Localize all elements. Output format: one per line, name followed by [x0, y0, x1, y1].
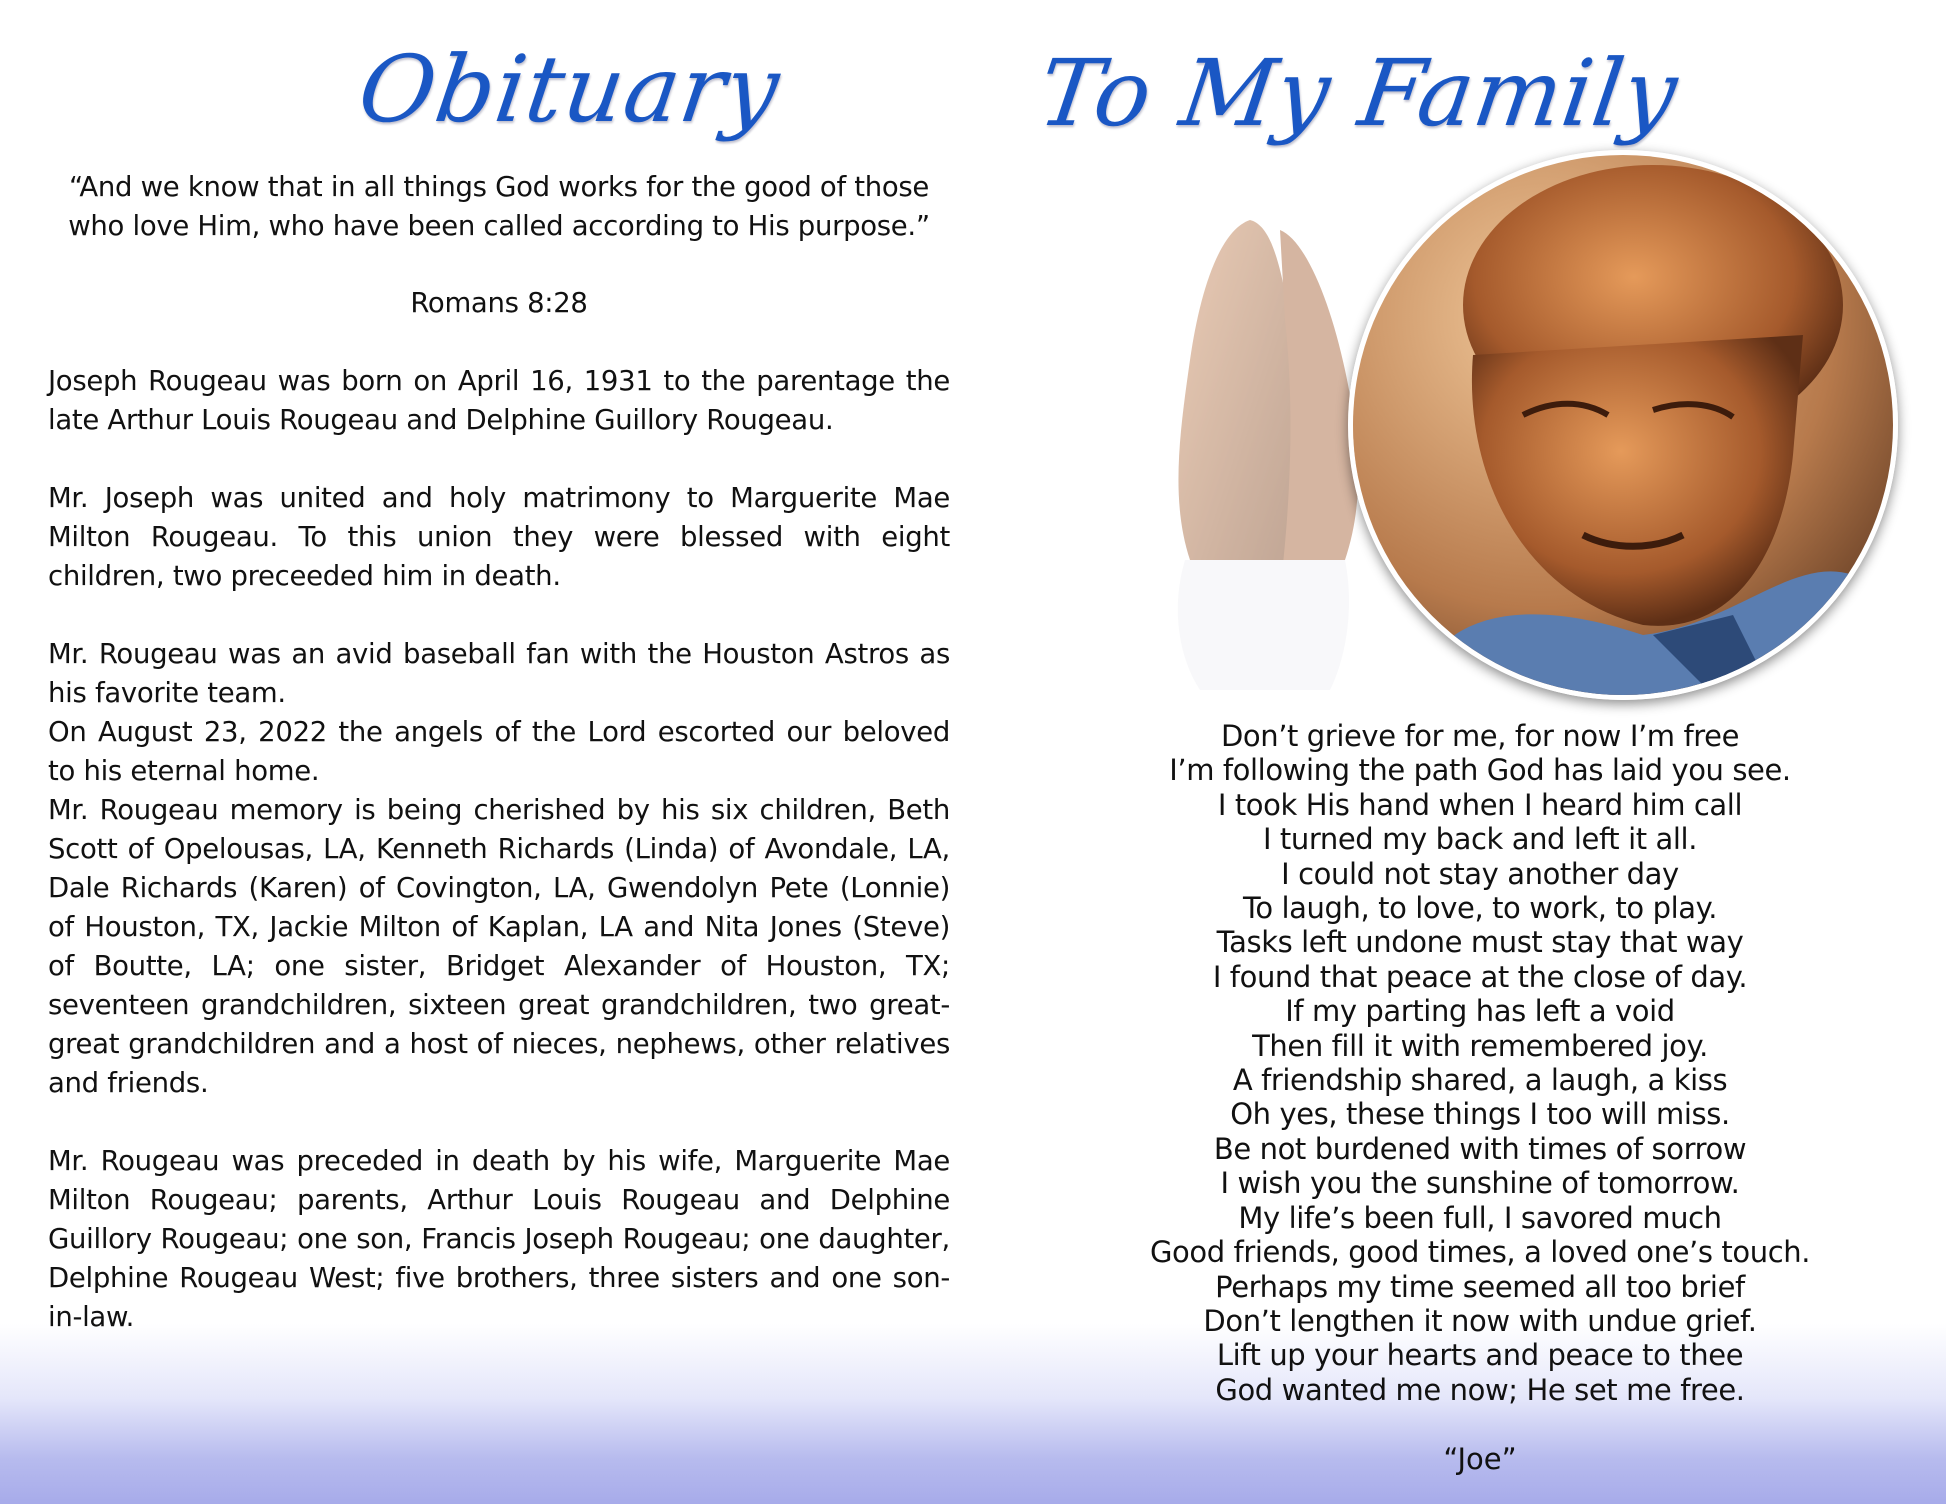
poem-line: I could not stay another day [1281, 856, 1679, 891]
poem-line: Tasks left undone must stay that way [1216, 925, 1744, 960]
poem-line: To laugh, to love, to work, to play. [1242, 891, 1718, 926]
marriage-paragraph: Mr. Joseph was united and holy matrimony to Marguerite Mae Milton Rougeau. To this union they were blessed with eight children, two preceeded him in death. [48, 482, 950, 592]
poem-line: I took His hand when I heard him call [1217, 787, 1743, 822]
scripture-reference: Romans 8:28 [410, 287, 588, 319]
survivors-paragraph: Mr. Rougeau memory is being cherished by his six children, Beth Scott of Opelousas, LA, Kenneth Richards (Linda) of Avondale, LA, Dale Richards (Karen) of Covington, LA, Gwendolyn Pete (Lonnie) of Houston, TX, Jackie Milton of Kaplan, LA and Nita Jones (Steve) of Boutte, LA; one sister, Bridget Alexander of Houston, TX; seventeen grandchildren, sixteen great grandchildren, two great-great grandchildren and a host of nieces, nephews, other relatives and friends. [48, 794, 950, 1099]
photo-area [1120, 150, 1880, 710]
poem-line: God wanted me now; He set me free. [1215, 1372, 1745, 1407]
obituary-column [48, 168, 950, 1337]
portrait-photo [1348, 150, 1898, 700]
poem-line: I’m following the path God has laid you see. [1169, 753, 1791, 788]
baseball-paragraph: Mr. Rougeau was an avid baseball fan with the Houston Astros as his favorite team. [48, 638, 950, 709]
poem-line: I found that peace at the close of day. [1212, 959, 1748, 994]
scripture-quote: “And we know that in all things God works for the good of those who love Him, who have been called according to His purpose.” [68, 171, 930, 242]
poem-line: Good friends, good times, a loved one’s touch. [1149, 1235, 1811, 1270]
poem-line: I wish you the sunshine of tomorrow. [1220, 1166, 1740, 1201]
poem [1070, 719, 1890, 1407]
passing-paragraph: On August 23, 2022 the angels of the Lord escorted our beloved to his eternal home. [48, 716, 950, 787]
obituary-title: Obituary [352, 36, 787, 143]
poem-line: Lift up your hearts and peace to thee [1216, 1338, 1744, 1373]
birth-paragraph: Joseph Rougeau was born on April 16, 1931 to the parentage the late Arthur Louis Rougeau and Delphine Guillory Rougeau. [48, 365, 950, 436]
poem-line: My life’s been full, I savored much [1238, 1200, 1722, 1235]
poem-line: Oh yes, these things I too will miss. [1230, 1097, 1730, 1132]
poem-line: A friendship shared, a laugh, a kiss [1232, 1063, 1728, 1098]
poem-line: Don’t grieve for me, for now I’m free [1220, 719, 1740, 753]
poem-line: If my parting has left a void [1285, 994, 1675, 1029]
family-title: To My Family [1032, 40, 1685, 147]
preceded-paragraph: Mr. Rougeau was preceded in death by his wife, Marguerite Mae Milton Rougeau; parents, Arthur Louis Rougeau and Delphine Guillory Rougeau; one son, Francis Joseph Rougeau; one daughter, Delphine Rougeau West; five brothers, three sisters and one son-in-law. [48, 1145, 950, 1333]
poem-line: Be not burdened with times of sorrow [1213, 1131, 1747, 1166]
poem-line: Then fill it with remembered joy. [1252, 1028, 1708, 1063]
poem-line: Don’t lengthen it now with undue grief. [1203, 1303, 1757, 1338]
poem-line: I turned my back and left it all. [1262, 822, 1698, 857]
poem-signature: “Joe” [1443, 1442, 1517, 1476]
poem-line: Perhaps my time seemed all too brief [1215, 1269, 1745, 1304]
